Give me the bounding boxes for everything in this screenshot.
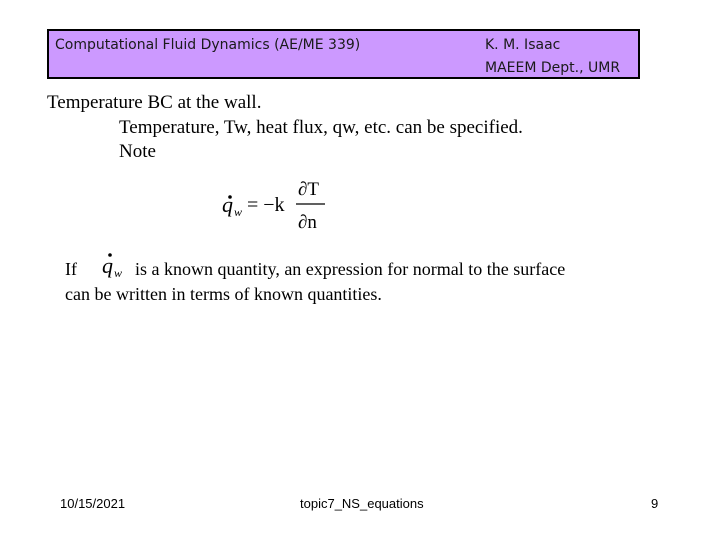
inline-symbol: q: [102, 253, 113, 278]
equation-lhs-subscript: w: [234, 205, 243, 219]
heat-flux-equation: [214, 176, 334, 236]
equation-lhs-symbol: q: [222, 192, 233, 217]
continuation-line: can be written in terms of known quantities.: [65, 284, 382, 304]
author-name: K. M. Isaac: [485, 37, 561, 53]
footer-date: 10/15/2021: [60, 496, 126, 511]
slide-title: Temperature BC at the wall.: [47, 92, 262, 113]
equation-denominator: ∂n: [298, 212, 317, 233]
header-banner: [47, 29, 640, 79]
if-rest-text: is a known quantity, an expression for normal to the surface: [135, 259, 566, 279]
footer-filename: topic7_NS_equations: [300, 496, 424, 511]
if-word: If: [65, 259, 77, 279]
note-label: Note: [119, 141, 156, 162]
department-name: MAEEM Dept., UMR: [485, 60, 621, 76]
page-number: 9: [651, 496, 659, 511]
course-title: Computational Fluid Dynamics (AE/ME 339): [55, 37, 361, 53]
qdot-inline-symbol: [97, 249, 127, 283]
equation-numerator: ∂T: [298, 179, 319, 200]
equation-operator: = −k: [247, 194, 285, 216]
specified-line: Temperature, Tw, heat flux, qw, etc. can be specified.: [119, 117, 523, 138]
inline-subscript: w: [114, 266, 123, 280]
